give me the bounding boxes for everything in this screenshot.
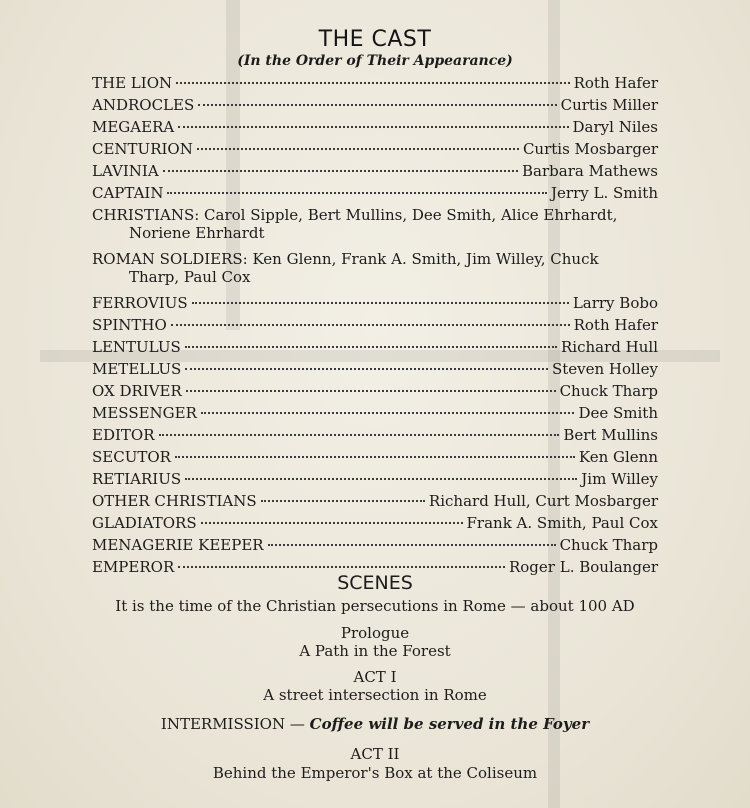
leader-dots (197, 148, 519, 150)
cast-row (92, 358, 658, 380)
actor-name: Jim Willey (581, 470, 658, 488)
leader-dots (176, 82, 569, 84)
actor-name: Chuck Tharp (559, 382, 658, 400)
actor-name: Richard Hull, Curt Mosbarger (428, 492, 658, 510)
cast-row (92, 314, 658, 336)
act2-label: ACT II (350, 745, 400, 763)
leader-dots (171, 324, 570, 326)
role-name: EMPEROR (92, 558, 175, 576)
act2-setting: Behind the Emperor's Box at the Coliseum (212, 764, 538, 782)
leader-dots (201, 522, 463, 524)
actor-name: Chuck Tharp (559, 536, 658, 554)
leader-dots (201, 412, 575, 414)
soldiers-line2: Tharp, Paul Cox (129, 268, 251, 286)
soldiers-line1: ROMAN SOLDIERS: Ken Glenn, Frank A. Smith, Jim Willey, Chuck (92, 250, 599, 268)
cast-row (92, 424, 658, 446)
role-name: OX DRIVER (92, 382, 182, 400)
cast-row (92, 116, 658, 138)
role-name: CENTURION (92, 140, 193, 158)
role-name: GLADIATORS (92, 514, 197, 532)
leader-dots (186, 390, 556, 392)
leader-dots (192, 302, 569, 304)
actor-name: Larry Bobo (572, 294, 658, 312)
christians-entry (92, 204, 658, 248)
christians-line1: CHRISTIANS: Carol Sipple, Bert Mullins, Dee Smith, Alice Ehrhardt, (92, 206, 618, 224)
role-name: MEGAERA (92, 118, 175, 136)
actor-name: Roger L. Boulanger (508, 558, 658, 576)
cast-row (92, 534, 658, 556)
cast-row (92, 490, 658, 512)
intermission-label: INTERMISSION — (160, 715, 305, 733)
cast-subtitle: (In the Order of Their Appearance) (237, 53, 513, 69)
leader-dots (178, 566, 505, 568)
actor-name: Steven Holley (551, 360, 658, 378)
leader-dots (185, 346, 557, 348)
role-name: MESSENGER (92, 404, 197, 422)
cast-row (92, 182, 658, 204)
cast-row (92, 468, 658, 490)
actor-name: Roth Hafer (573, 316, 658, 334)
role-name: CAPTAIN (92, 184, 164, 202)
cast-row (92, 292, 658, 314)
cast-list (92, 72, 658, 578)
role-name: LAVINIA (92, 162, 159, 180)
actor-name: Ken Glenn (578, 448, 658, 466)
scenes-intro: It is the time of the Christian persecutions in Rome — about 100 AD (115, 597, 635, 615)
role-name: THE LION (92, 74, 173, 92)
cast-row (92, 380, 658, 402)
leader-dots (175, 456, 575, 458)
actor-name: Dee Smith (578, 404, 658, 422)
act1-setting: A street intersection in Rome (263, 686, 487, 704)
actor-name: Richard Hull (561, 338, 658, 356)
leader-dots (268, 544, 556, 546)
actor-name: Daryl Niles (572, 118, 658, 136)
role-name: SPINTHO (92, 316, 167, 334)
actor-name: Frank A. Smith, Paul Cox (466, 514, 658, 532)
leader-dots (163, 170, 518, 172)
leader-dots (167, 192, 547, 194)
cast-row (92, 72, 658, 94)
cast-title: THE CAST (318, 27, 432, 52)
leader-dots (185, 368, 548, 370)
leader-dots (261, 500, 425, 502)
role-name: ANDROCLES (92, 96, 195, 114)
intermission-note: Coffee will be served in the Foyer (309, 715, 590, 733)
role-name: RETIARIUS (92, 470, 182, 488)
role-name: METELLUS (92, 360, 182, 378)
prologue-label: Prologue (340, 624, 410, 642)
role-name: MENAGERIE KEEPER (92, 536, 264, 554)
cast-row (92, 512, 658, 534)
actor-name: Curtis Miller (560, 96, 658, 114)
roman-soldiers-entry (92, 248, 658, 292)
role-name: LENTULUS (92, 338, 181, 356)
actor-name: Barbara Mathews (522, 162, 658, 180)
leader-dots (178, 126, 568, 128)
cast-row (92, 138, 658, 160)
cast-row (92, 336, 658, 358)
role-name: FERROVIUS (92, 294, 188, 312)
role-name: EDITOR (92, 426, 155, 444)
role-name: SECUTOR (92, 448, 171, 466)
actor-name: Bert Mullins (563, 426, 658, 444)
leader-dots (198, 104, 556, 106)
scenes-title: SCENES (337, 572, 413, 594)
leader-dots (185, 478, 577, 480)
act1-label: ACT I (353, 668, 397, 686)
actor-name: Curtis Mosbarger (522, 140, 658, 158)
cast-row (92, 402, 658, 424)
intermission-line (92, 715, 658, 733)
leader-dots (159, 434, 560, 436)
cast-row (92, 94, 658, 116)
role-name: OTHER CHRISTIANS (92, 492, 257, 510)
actor-name: Roth Hafer (573, 74, 658, 92)
prologue-setting: A Path in the Forest (299, 642, 451, 660)
actor-name: Jerry L. Smith (551, 184, 658, 202)
christians-line2: Noriene Ehrhardt (129, 224, 265, 242)
cast-row (92, 160, 658, 182)
cast-row (92, 446, 658, 468)
